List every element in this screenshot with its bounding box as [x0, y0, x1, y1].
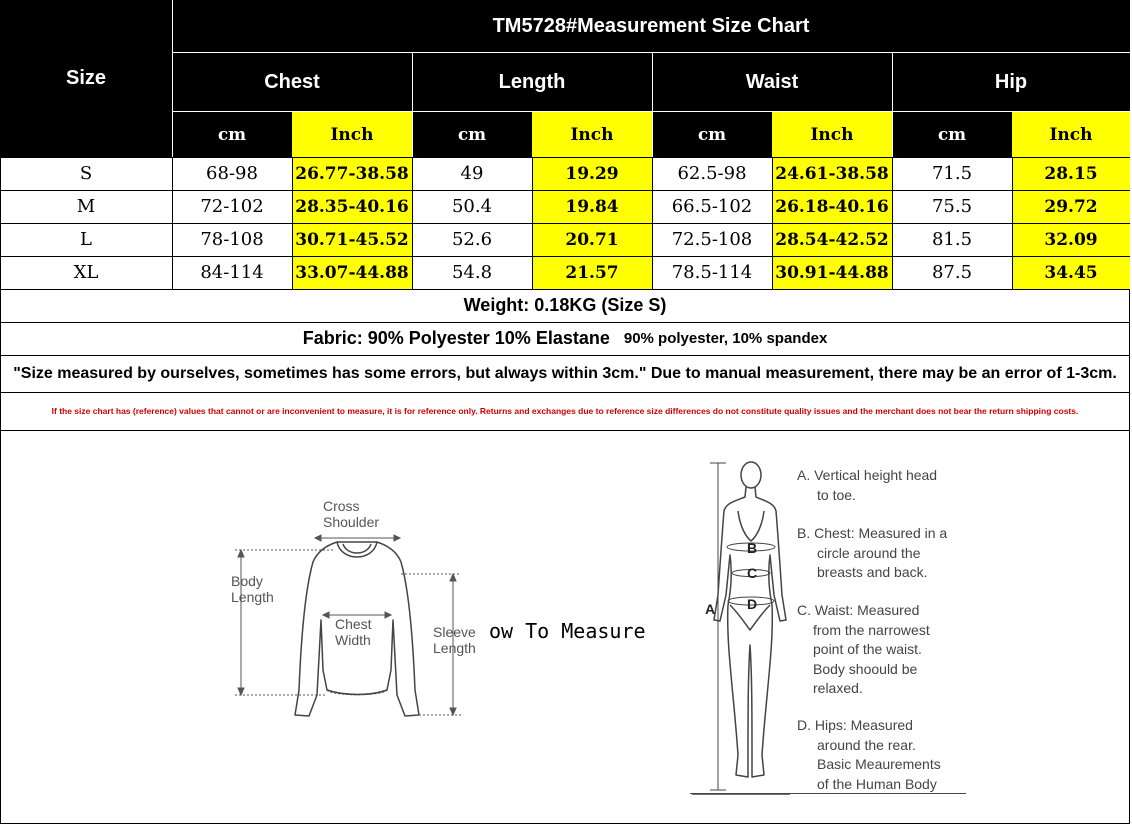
- description-b: [797, 524, 947, 583]
- inch-value-cell: 20.71: [532, 223, 652, 256]
- divider: [0, 430, 1130, 431]
- inch-value-cell: 19.84: [532, 190, 652, 223]
- divider: [292, 157, 293, 289]
- size-header: Size: [0, 0, 172, 157]
- inch-value-cell: 28.15: [1012, 157, 1130, 190]
- cm-value-cell: 87.5: [931, 262, 973, 283]
- figure-letter-c: C: [747, 565, 758, 581]
- divider: [652, 52, 653, 157]
- divider: [172, 157, 173, 289]
- divider: [0, 256, 1130, 257]
- table-row: [0, 256, 1130, 289]
- divider: [0, 190, 1130, 191]
- cm-value-cell: 66.5-102: [671, 196, 753, 217]
- sleeve-length-label: [433, 624, 476, 656]
- cm-value-cell: 49: [460, 163, 484, 184]
- divider: [892, 157, 893, 289]
- body-figure: [690, 455, 790, 800]
- label-line: Length: [433, 640, 476, 656]
- inch-value-cell: 34.45: [1012, 256, 1130, 289]
- divider: [0, 355, 1130, 356]
- divider: [892, 52, 893, 157]
- cm-value-cell: 78-108: [200, 229, 264, 250]
- description-line: around the rear.: [817, 736, 916, 753]
- label-line: Shoulder: [323, 514, 380, 530]
- cross-shoulder-label: [323, 498, 379, 530]
- figure-letter-d: D: [747, 596, 758, 612]
- label-line: Cross: [323, 498, 360, 514]
- description-line: point of the waist.: [813, 641, 922, 657]
- divider: [0, 392, 1130, 393]
- disclaimer-note: If the size chart has (reference) values that cannot or are inconvenient to measure, it is for reference only. Returns and exchanges due to reference size differences do not constitute quality issues and the merchant does not bear the return shipping costs.: [51, 406, 1079, 416]
- unit-inch: Inch: [772, 112, 892, 157]
- cm-value-cell: 54.8: [451, 262, 493, 283]
- figure-letter-a: A: [705, 601, 716, 617]
- fabric-text: Fabric: 90% Polyester 10% Elastane: [302, 328, 610, 348]
- description-line: D. Hips: Measured: [797, 717, 913, 733]
- group-chest: Chest: [172, 52, 412, 112]
- cm-value-cell: 62.5-98: [677, 163, 747, 184]
- description-line: B. Chest: Measured in a: [797, 525, 948, 541]
- inch-value-cell: 24.61-38.58: [772, 157, 892, 190]
- cm-value-cell: 71.5: [931, 163, 973, 184]
- unit-cm: cm: [652, 112, 772, 157]
- label-line: Sleeve: [433, 624, 476, 640]
- cm-value-cell: 72.5-108: [671, 229, 753, 250]
- description-line: relaxed.: [813, 680, 863, 696]
- size-cell: L: [80, 229, 92, 250]
- cm-value-cell: 68-98: [206, 163, 258, 184]
- group-hip: Hip: [892, 52, 1130, 112]
- unit-cm: cm: [412, 112, 532, 157]
- divider: [0, 157, 1130, 158]
- divider: [172, 52, 1130, 53]
- divider: [172, 0, 173, 157]
- cm-value-cell: 78.5-114: [671, 262, 753, 283]
- description-d: [797, 716, 941, 794]
- cm-value-cell: 52.6: [451, 229, 493, 250]
- unit-inch: Inch: [1012, 112, 1130, 157]
- divider: [172, 111, 1130, 112]
- size-cell: XL: [73, 262, 99, 283]
- unit-cm: cm: [892, 112, 1012, 157]
- body-length-label: [231, 573, 274, 605]
- divider: [0, 289, 1130, 290]
- label-line: Width: [335, 632, 371, 648]
- description-line: of the Human Body: [817, 775, 937, 792]
- divider: [0, 322, 1130, 323]
- divider: [1012, 157, 1013, 289]
- description-line: from the narrowest: [813, 621, 930, 638]
- weight-note: Weight: 0.18KG (Size S): [463, 295, 667, 315]
- cm-value-cell: 84-114: [200, 262, 264, 283]
- description-line: Body shoould be: [813, 660, 918, 677]
- table-row: [0, 223, 1130, 256]
- group-waist: Waist: [652, 52, 892, 112]
- description-line: C. Waist: Measured: [797, 602, 920, 618]
- description-line: A. Vertical height head: [797, 467, 938, 483]
- cm-value-cell: 72-102: [200, 196, 264, 217]
- inch-value-cell: 26.77-38.58: [292, 157, 412, 190]
- inch-value-cell: 26.18-40.16: [772, 190, 892, 223]
- unit-inch: Inch: [292, 112, 412, 157]
- inch-value-cell: 28.54-42.52: [772, 223, 892, 256]
- how-to-measure-heading: ow To Measure: [489, 619, 646, 643]
- table-row: [0, 190, 1130, 223]
- divider: [412, 157, 413, 289]
- label-line: Body: [231, 573, 263, 589]
- cm-value-cell: 81.5: [931, 229, 973, 250]
- chest-width-label: [335, 616, 372, 648]
- inch-value-cell: 21.57: [532, 256, 652, 289]
- inch-value-cell: 33.07-44.88: [292, 256, 412, 289]
- table-row: [0, 157, 1130, 190]
- inch-value-cell: 30.71-45.52: [292, 223, 412, 256]
- divider: [772, 157, 773, 289]
- description-line: breasts and back.: [817, 564, 928, 580]
- inch-value-cell: 19.29: [532, 157, 652, 190]
- fabric-note: [0, 322, 1130, 355]
- size-cell: M: [76, 196, 96, 217]
- description-c: [797, 601, 930, 699]
- inch-value-cell: 32.09: [1012, 223, 1130, 256]
- group-length: Length: [412, 52, 652, 112]
- unit-cm: cm: [172, 112, 292, 157]
- figure-letter-b: B: [747, 540, 758, 556]
- description-line: to toe.: [817, 486, 856, 503]
- divider: [0, 223, 1130, 224]
- size-cell: S: [79, 163, 93, 184]
- label-line: Length: [231, 589, 274, 605]
- chart-title: TM5728#Measurement Size Chart: [172, 0, 1130, 52]
- inch-value-cell: 29.72: [1012, 190, 1130, 223]
- divider: [532, 157, 533, 289]
- cm-value-cell: 75.5: [931, 196, 973, 217]
- description-a: [797, 466, 937, 505]
- measurement-note: "Size measured by ourselves, sometimes has some errors, but always within 3cm." Due to manual measurement, there may be an error of 1-3cm.: [13, 364, 1117, 382]
- description-line: Basic Meaurements: [817, 756, 941, 772]
- inch-value-cell: 28.35-40.16: [292, 190, 412, 223]
- fabric-text-small: 90% polyester, 10% spandex: [623, 330, 828, 347]
- divider: [412, 52, 413, 157]
- description-line: circle around the: [817, 544, 921, 561]
- unit-inch: Inch: [532, 112, 652, 157]
- inch-value-cell: 30.91-44.88: [772, 256, 892, 289]
- divider: [652, 157, 653, 289]
- label-line: Chest: [335, 616, 372, 632]
- cm-value-cell: 50.4: [451, 196, 493, 217]
